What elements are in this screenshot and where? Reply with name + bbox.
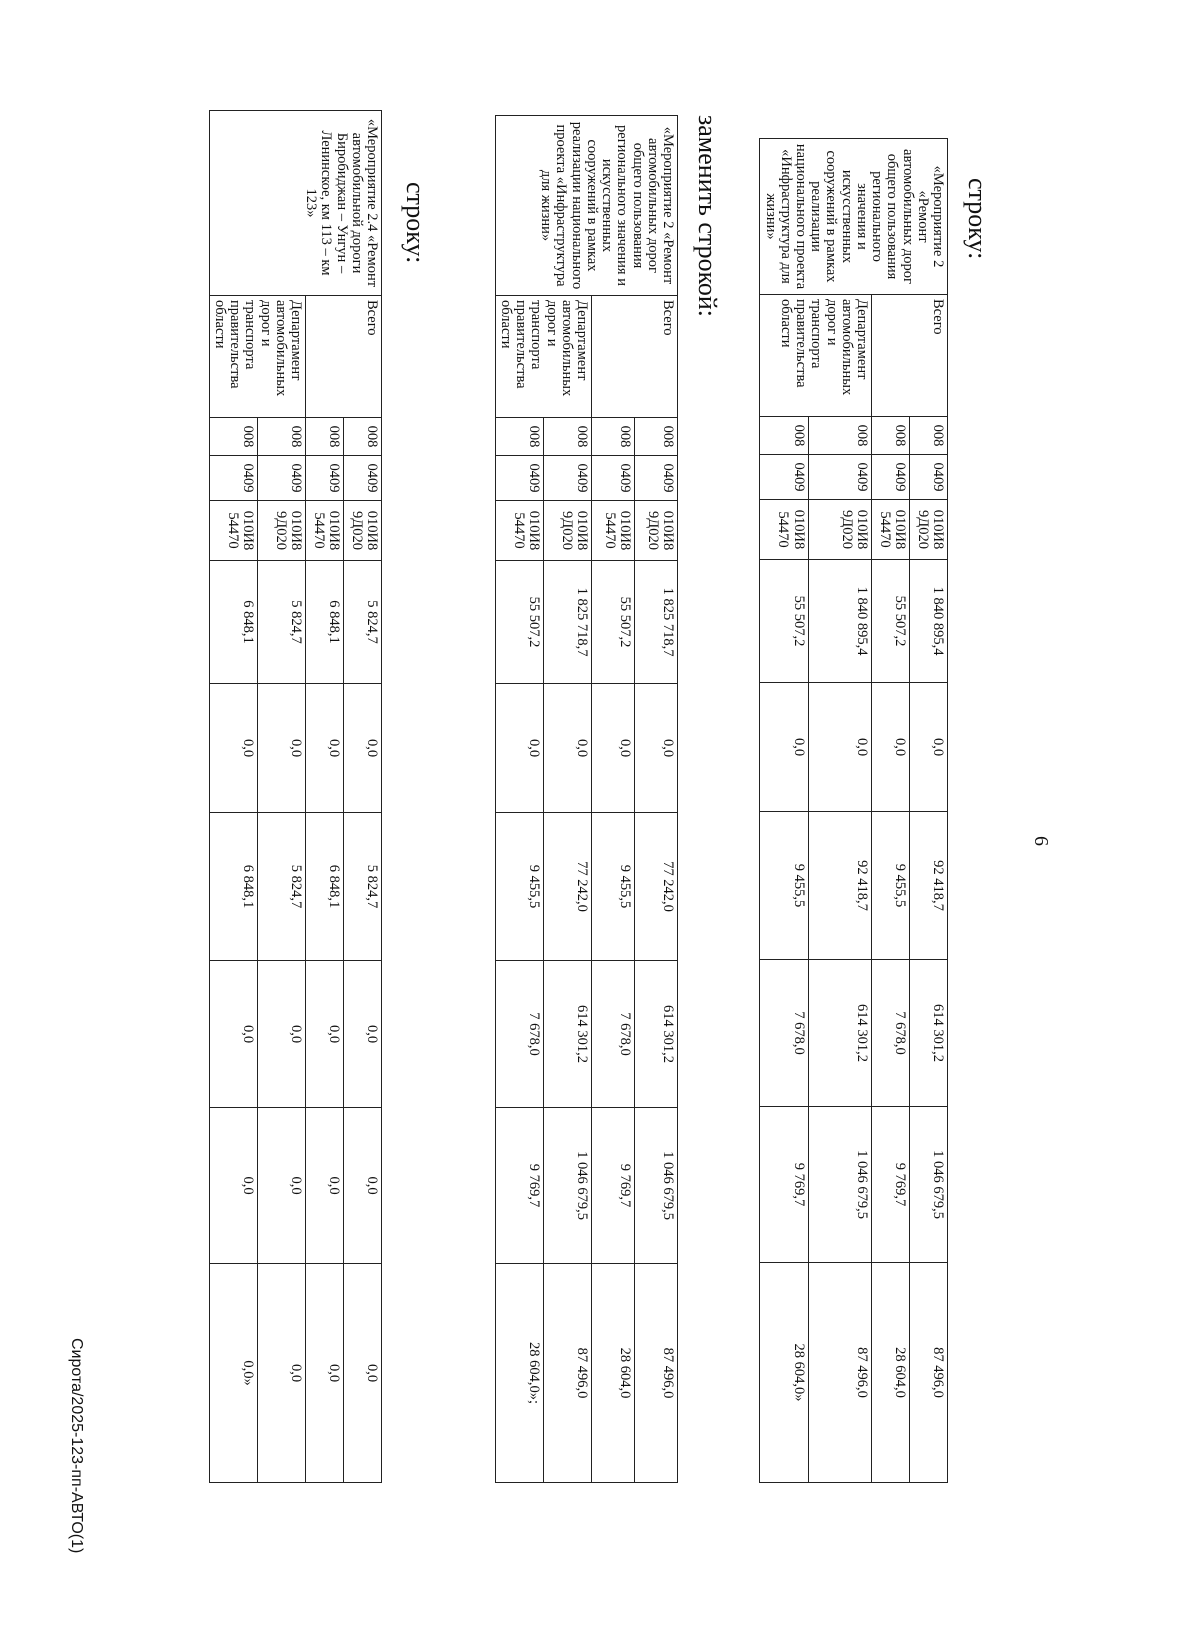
cell-value: 9 769,7 <box>760 1107 808 1263</box>
cell-value: 614 301,2 <box>808 960 871 1107</box>
row-label-total: Всего <box>306 296 382 418</box>
cell-value: 0,0 <box>257 1108 305 1264</box>
cell-value: 0,0 <box>760 683 808 812</box>
measure-name: «Мероприятие 2.4 «Ремонт автомобильной дороги Биробиджан – Унгун – Ленинское, км 113 – км 123» <box>209 111 381 296</box>
cell-value: 6 848,1 <box>306 813 344 961</box>
cell-gr: 008 <box>495 418 543 456</box>
cell-value: 0,0 <box>306 1264 344 1483</box>
cell-value: 9 455,5 <box>592 813 635 961</box>
cell-value: 614 301,2 <box>910 960 948 1107</box>
cell-value: 55 507,2 <box>872 560 910 683</box>
cell-value: 1 840 895,4 <box>910 560 948 683</box>
cell-value: 0,0 <box>872 683 910 812</box>
cell-gr: 008 <box>872 417 910 455</box>
cell-gr: 008 <box>344 418 382 456</box>
cell-cs: 010И8 54470 <box>495 501 543 561</box>
document-footer-code: Сирота/2025-123-пп-АВТО(1) <box>68 1338 85 1554</box>
cell-value: 1 046 679,5 <box>910 1107 948 1263</box>
cell-rz: 0409 <box>592 456 635 501</box>
cell-cs: 010И8 9Д020 <box>910 500 948 560</box>
cell-value: 28 604,0» <box>760 1263 808 1483</box>
cell-value: 6 848,1 <box>306 561 344 684</box>
cell-value: 0,0 <box>344 1264 382 1483</box>
page-number: 6 <box>1030 836 1052 846</box>
table-measure-2-4 <box>209 110 382 1483</box>
cell-value: 0,0 <box>543 684 591 813</box>
cell-value: 1 840 895,4 <box>808 560 871 683</box>
cell-value: 9 455,5 <box>872 812 910 960</box>
cell-gr: 008 <box>808 417 871 455</box>
cell-rz: 0409 <box>635 456 678 501</box>
cell-cs: 010И8 54470 <box>872 500 910 560</box>
cell-gr: 008 <box>592 418 635 456</box>
cell-cs: 010И8 54470 <box>209 501 257 561</box>
cell-rz: 0409 <box>209 456 257 501</box>
cell-value: 92 418,7 <box>808 812 871 960</box>
cell-value: 0,0 <box>344 961 382 1108</box>
cell-value: 87 496,0 <box>808 1263 871 1483</box>
cell-gr: 008 <box>209 418 257 456</box>
cell-value: 55 507,2 <box>592 561 635 684</box>
cell-value: 55 507,2 <box>495 561 543 684</box>
cell-rz: 0409 <box>808 455 871 500</box>
cell-value: 9 769,7 <box>872 1107 910 1263</box>
cell-value: 5 824,7 <box>344 813 382 961</box>
cell-cs: 010И8 9Д020 <box>635 501 678 561</box>
cell-value: 614 301,2 <box>543 961 591 1108</box>
measure-name: «Мероприятие 2 «Ремонт автомобильных дорог общего пользования регионального значения и искусственных сооружений в рамках реализации национального проекта «Инфраструктура для жизни» <box>495 116 677 296</box>
cell-cs: 010И8 54470 <box>592 501 635 561</box>
cell-value: 9 455,5 <box>760 812 808 960</box>
heading-row-to-replace: строку: <box>963 178 992 260</box>
heading-row-to-replace-2: строку: <box>401 182 430 264</box>
cell-value: 0,0 <box>344 684 382 813</box>
cell-gr: 008 <box>257 418 305 456</box>
cell-value: 5 824,7 <box>257 813 305 961</box>
cell-value: 0,0 <box>910 683 948 812</box>
cell-gr: 008 <box>910 417 948 455</box>
cell-cs: 010И8 9Д020 <box>543 501 591 561</box>
cell-value: 5 824,7 <box>257 561 305 684</box>
cell-value: 1 046 679,5 <box>543 1108 591 1264</box>
cell-value: 0,0 <box>209 1108 257 1264</box>
cell-value: 6 848,1 <box>209 813 257 961</box>
cell-value: 1 046 679,5 <box>635 1108 678 1264</box>
cell-value: 28 604,0 <box>872 1263 910 1483</box>
cell-gr: 008 <box>635 418 678 456</box>
cell-value: 0,0 <box>592 684 635 813</box>
cell-gr: 008 <box>306 418 344 456</box>
cell-value: 55 507,2 <box>760 560 808 683</box>
cell-value: 0,0 <box>306 961 344 1108</box>
cell-value: 9 769,7 <box>592 1108 635 1264</box>
cell-value: 0,0 <box>306 1108 344 1264</box>
cell-value: 0,0 <box>257 961 305 1108</box>
cell-value: 0,0 <box>209 684 257 813</box>
cell-value: 1 046 679,5 <box>808 1107 871 1263</box>
cell-gr: 008 <box>543 418 591 456</box>
cell-rz: 0409 <box>495 456 543 501</box>
cell-value: 7 678,0 <box>495 961 543 1108</box>
cell-rz: 0409 <box>872 455 910 500</box>
cell-value: 1 825 718,7 <box>635 561 678 684</box>
cell-value: 9 455,5 <box>495 813 543 961</box>
cell-cs: 010И8 9Д020 <box>808 500 871 560</box>
row-label-department: Департамент автомобильных дорог и транспорта правительства области <box>209 296 305 418</box>
cell-value: 9 769,7 <box>495 1108 543 1264</box>
cell-rz: 0409 <box>910 455 948 500</box>
cell-value: 0,0 <box>209 961 257 1108</box>
cell-value: 87 496,0 <box>635 1264 678 1483</box>
row-label-department: Департамент автомобильных дорог и транспорта правительства области <box>760 295 872 417</box>
cell-value: 0,0 <box>257 684 305 813</box>
row-label-total: Всего <box>592 296 678 418</box>
cell-rz: 0409 <box>344 456 382 501</box>
cell-value: 0,0 <box>808 683 871 812</box>
cell-cs: 010И8 54470 <box>760 500 808 560</box>
cell-cs: 010И8 54470 <box>306 501 344 561</box>
cell-value: 6 848,1 <box>209 561 257 684</box>
cell-value: 77 242,0 <box>635 813 678 961</box>
cell-rz: 0409 <box>306 456 344 501</box>
cell-value: 0,0 <box>257 1264 305 1483</box>
cell-value: 92 418,7 <box>910 812 948 960</box>
row-label-total: Всего <box>872 295 948 417</box>
cell-value: 0,0 <box>635 684 678 813</box>
cell-value: 0,0» <box>209 1264 257 1483</box>
cell-value: 28 604,0»; <box>495 1264 543 1483</box>
heading-replace-with: заменить строкой: <box>693 115 722 318</box>
cell-value: 0,0 <box>495 684 543 813</box>
cell-gr: 008 <box>760 417 808 455</box>
cell-value: 28 604,0 <box>592 1264 635 1483</box>
cell-value: 7 678,0 <box>872 960 910 1107</box>
cell-cs: 010И8 9Д020 <box>257 501 305 561</box>
table-replacement-row <box>495 115 678 1483</box>
row-label-department: Департамент автомобильных дорог и транспорта правительства области <box>495 296 591 418</box>
cell-value: 77 242,0 <box>543 813 591 961</box>
cell-value: 1 825 718,7 <box>543 561 591 684</box>
table-original-row <box>759 138 948 1483</box>
cell-value: 87 496,0 <box>543 1264 591 1483</box>
cell-value: 87 496,0 <box>910 1263 948 1483</box>
cell-value: 7 678,0 <box>760 960 808 1107</box>
cell-value: 5 824,7 <box>344 561 382 684</box>
measure-name: «Мероприятие 2 «Ремонт автомобильных дорог общего пользования регионального значения и искусственных сооружений в рамках реализации национального проекта «Инфраструктура для жизни» <box>760 139 948 295</box>
cell-rz: 0409 <box>543 456 591 501</box>
cell-cs: 010И8 9Д020 <box>344 501 382 561</box>
cell-value: 0,0 <box>306 684 344 813</box>
cell-rz: 0409 <box>257 456 305 501</box>
cell-value: 7 678,0 <box>592 961 635 1108</box>
cell-rz: 0409 <box>760 455 808 500</box>
cell-value: 614 301,2 <box>635 961 678 1108</box>
cell-value: 0,0 <box>344 1108 382 1264</box>
